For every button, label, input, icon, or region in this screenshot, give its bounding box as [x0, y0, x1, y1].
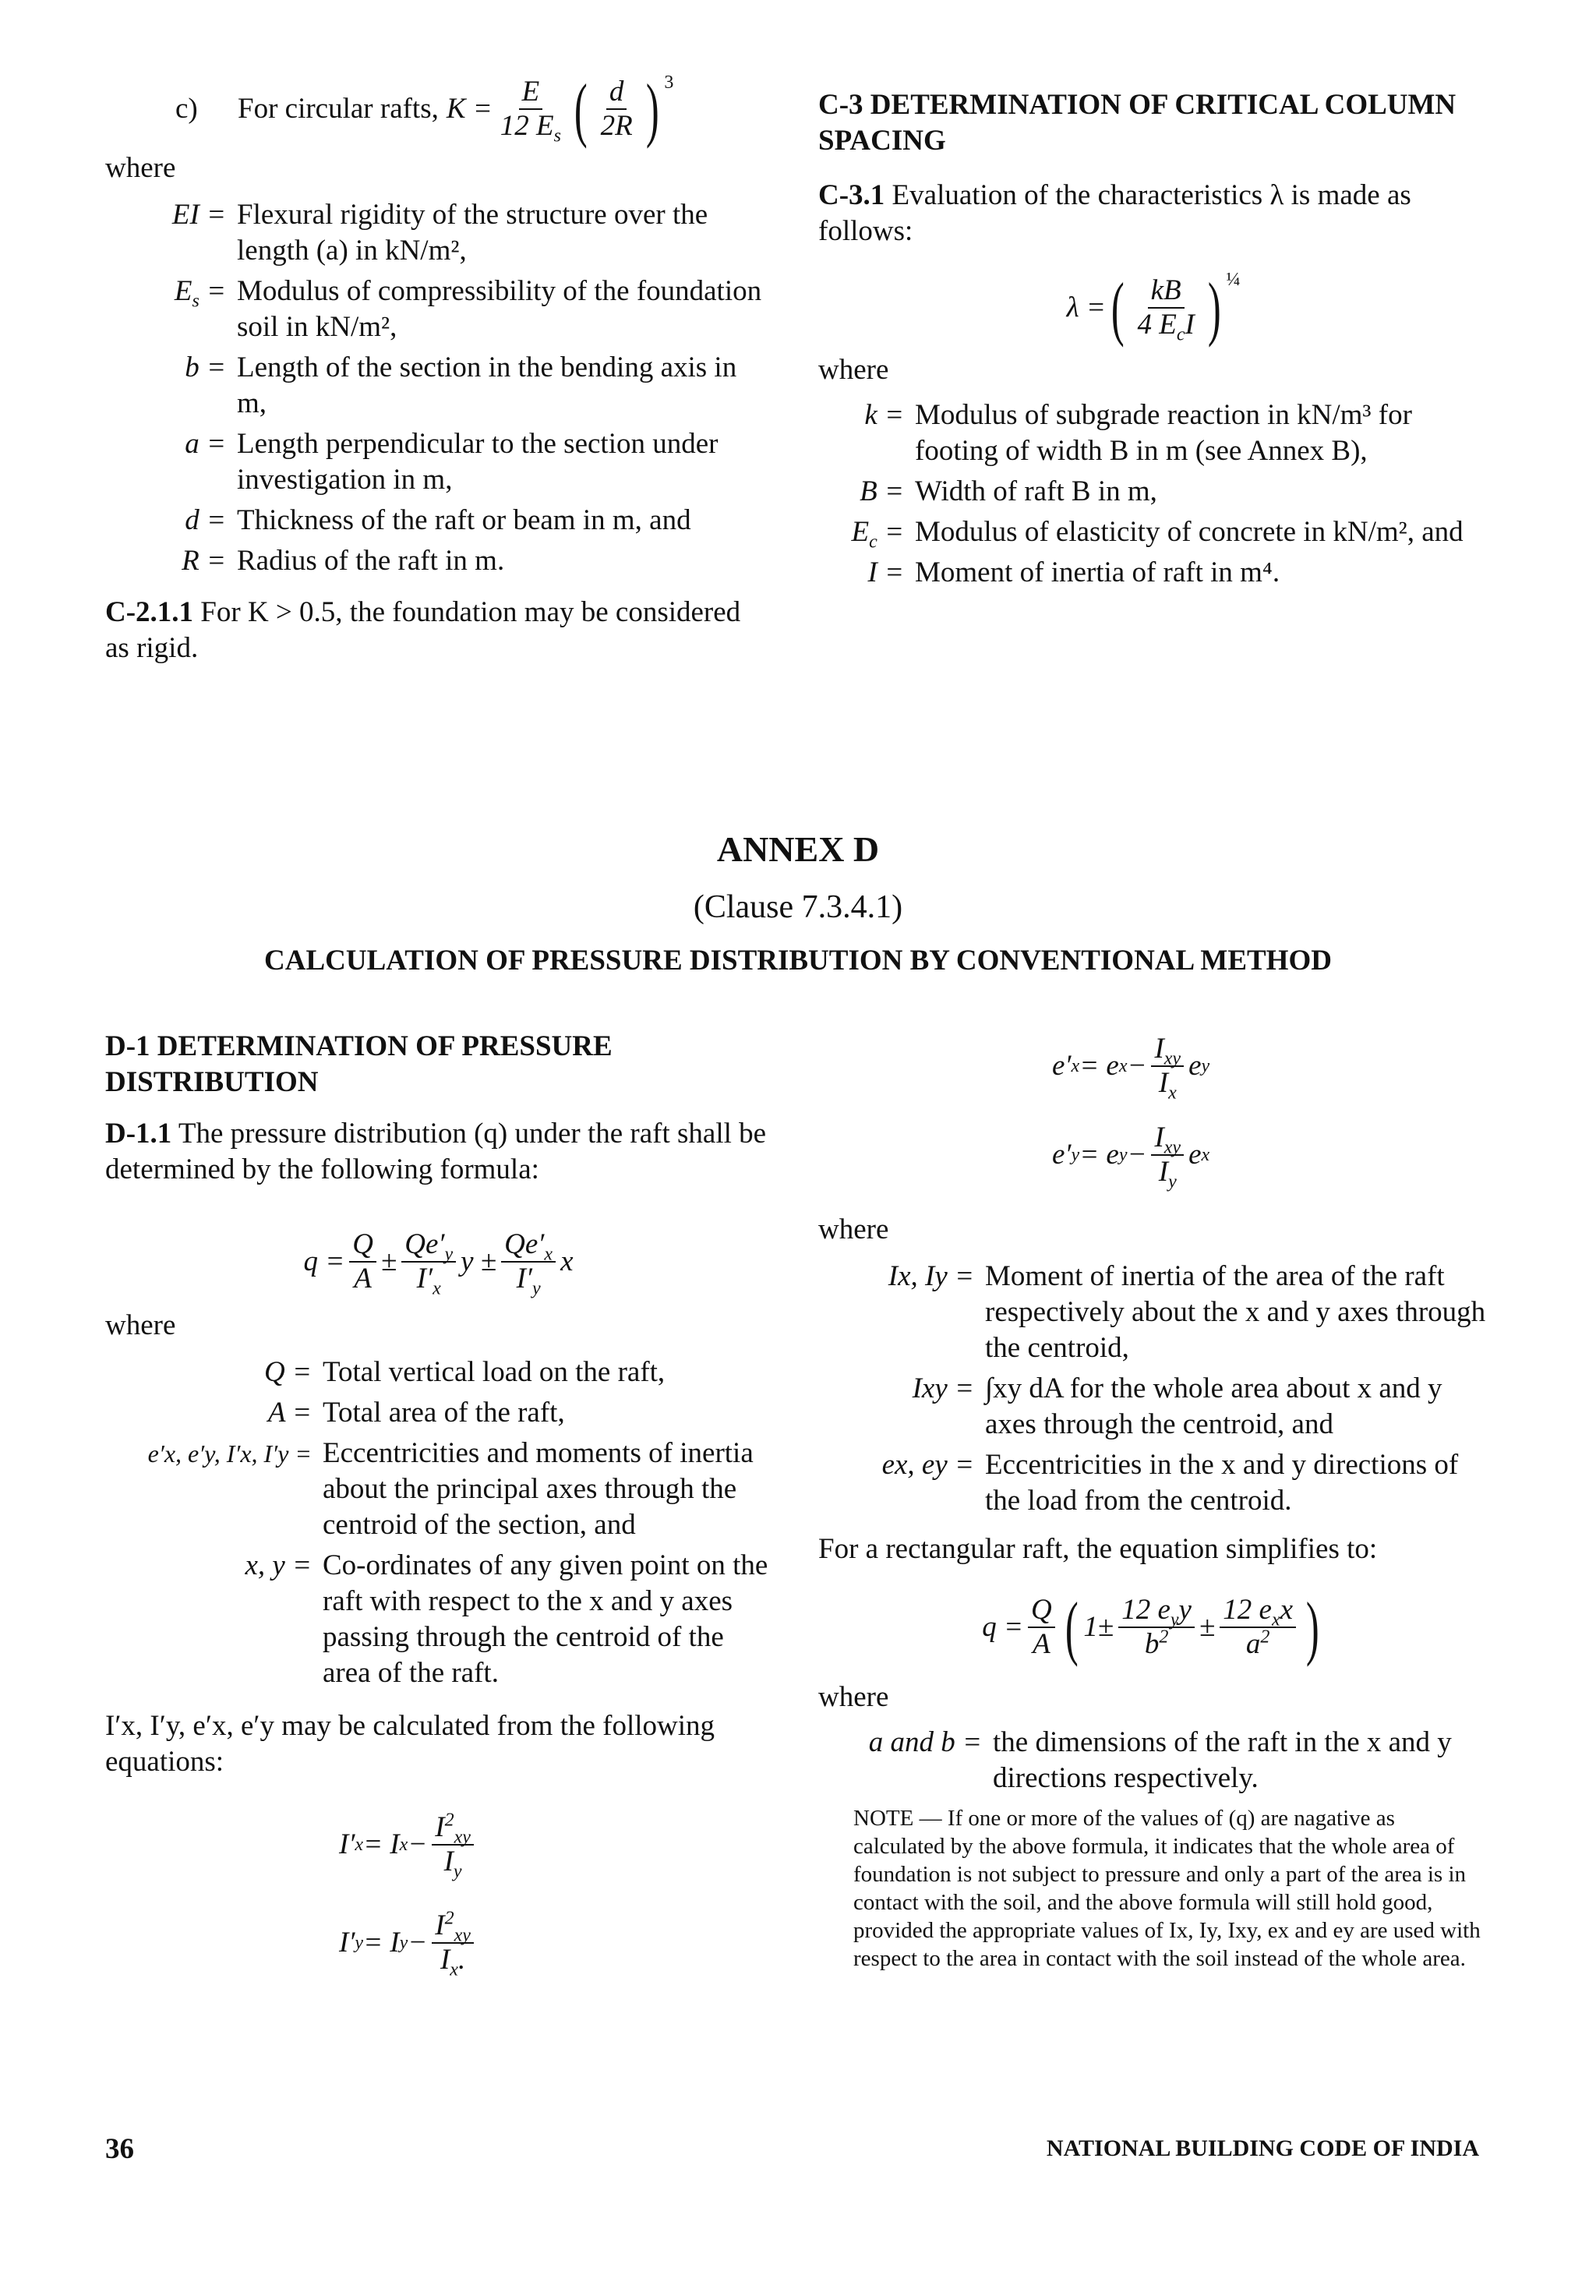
def-ecc-sym: e′x, e′y, I′x, I′y =: [147, 1439, 312, 1468]
ab-definition: [818, 1725, 1488, 1796]
def-Q: Total vertical load on the raft,: [323, 1356, 666, 1388]
def-xy-sym: x, y =: [245, 1549, 312, 1581]
c3-heading: C-3 DETERMINATION OF CRITICAL COLUMN SPACING: [818, 89, 1457, 157]
c211-number: C-2.1.1: [105, 596, 194, 628]
annex-header: [0, 825, 1596, 982]
c31-paragraph: [818, 178, 1488, 249]
d1-heading: D-1 DETERMINATION OF PRESSURE DISTRIBUTION: [105, 1030, 613, 1098]
c2-definitions: EI = Flexural rigidity of the structure over the length (a) in kN/m², $E_s$ = Modulus of compressibility of the foundation soil in kN/m², b = Length of the section in the bending axis in m, a = Length perpendicular to the section under investigation in m, d = Thickness of the raft or beam in m, and R = Radius of the raft in m.: [105, 197, 772, 579]
d1-definitions: [105, 1355, 772, 1691]
def-k: Modulus of subgrade reaction in kN/m³ for footing of width B in m (see Annex B),: [915, 399, 1412, 467]
rect-text: For a rectangular raft, the equation simplifies to:: [818, 1533, 1378, 1565]
c211-text: For K > 0.5, the foundation may be considered as rigid.: [105, 596, 741, 664]
def-I: Moment of inertia of raft in m⁴.: [915, 556, 1280, 588]
right-definitions: [818, 1259, 1488, 1519]
c3-definitions: k = Modulus of subgrade reaction in kN/m³ for footing of width B in m (see Annex B), B = Width of raft B in m, $E_c$ = Modulus of elasticity of concrete in kN/m², and I = Moment of inertia of raft in m⁴.: [818, 397, 1488, 591]
c31-text: Evaluation of the characteristics λ is made as follows:: [818, 179, 1411, 247]
right-where-label: where: [818, 1213, 889, 1245]
item-text: For circular rafts,: [238, 93, 439, 125]
d1-right-section: [818, 1033, 1488, 1973]
c3-where-label: where: [818, 354, 889, 386]
d11-number: D-1.1: [105, 1118, 172, 1150]
note: NOTE — If one or more of the values of (q) are nagative as calculated by the above formula, it indicates that the whole area of foundation is not subject to pressure and only a part of the area is in contact with the soil, and the above formula will still hold good, provided the appropriate values of Ix, Iy, Ixy, ex and ey are used with respect to the area in contact with the soil instead of the whole area.: [853, 1806, 1481, 1971]
iy-prime-formula: I′ y = I y − $\frac{I^2_{xy}}{I_x.}$: [339, 1909, 772, 1976]
def-Ec: Modulus of elasticity of concrete in kN/m², and: [915, 516, 1464, 548]
def-A-sym: A =: [267, 1397, 312, 1429]
def-exey-sym: ex, ey =: [881, 1449, 974, 1481]
def-ixy: ∫xy dA for the whole area about x and y axes through the centroid, and: [985, 1372, 1442, 1440]
def-ixiy: Moment of inertia of the area of the raft respectively about the x and y axes through the centroid,: [985, 1260, 1486, 1364]
def-a: Length perpendicular to the section under investigation in m,: [237, 428, 719, 496]
right-where2-label: where: [818, 1681, 889, 1713]
def-B: Width of raft B in m,: [915, 475, 1157, 507]
lambda-formula: λ = ( $\frac{kB}{4 E_cI}$ ) $^{\frac{1}{4}}$: [1066, 268, 1241, 348]
d1-section: [105, 1029, 772, 1980]
page-number: 36: [105, 2133, 134, 2165]
def-ecc: Eccentricities and moments of inertia about the principal axes through the centroid of the section, and: [323, 1437, 754, 1541]
formula-lhs: K =: [446, 93, 493, 125]
def-xy: Co-ordinates of any given point on the raft with respect to the x and y axes passing through the centroid of the area of the raft.: [323, 1549, 768, 1689]
def-b: Length of the section in the bending axis in m,: [237, 351, 737, 419]
d11-paragraph: [105, 1116, 772, 1188]
d11-text: The pressure distribution (q) under the raft shall be determined by the following formula:: [105, 1118, 767, 1185]
def-es: Modulus of compressibility of the foundation soil in kN/m²,: [237, 275, 762, 343]
circular-raft-formula-line: [105, 69, 772, 149]
c-section-left: [105, 69, 772, 666]
def-r: Radius of the raft in m.: [237, 545, 505, 577]
def-ei: Flexural rigidity of the structure over the length (a) in kN/m²,: [237, 199, 708, 267]
annex-subtitle: CALCULATION OF PRESSURE DISTRIBUTION BY CONVENTIONAL METHOD: [264, 945, 1332, 977]
ey-prime-formula: e′ y = e y − $\frac{I_{xy}}{I_y}$ e x: [1052, 1122, 1210, 1192]
def-exey: Eccentricities in the x and y directions of the load from the centroid.: [985, 1449, 1459, 1517]
def-ixiy-sym: Ix, Iy =: [888, 1260, 974, 1292]
def-d: Thickness of the raft or beam in m, and: [237, 504, 691, 536]
where-label: where: [105, 152, 176, 184]
annex-title: ANNEX D: [716, 829, 880, 869]
annex-clause: (Clause 7.3.4.1): [693, 889, 903, 925]
d1-where-label: where: [105, 1309, 176, 1341]
def-A: Total area of the raft,: [323, 1397, 565, 1429]
ex-prime-formula: e′ x = e x − $\frac{I_{xy}}{I_x}$ e y: [1052, 1033, 1210, 1104]
item-marker: c): [175, 93, 198, 125]
calc-text: I′x, I′y, e′x, e′y may be calculated from the following equations:: [105, 1710, 715, 1778]
pressure-formula: q = $\frac{Q}{A}$ ± $\frac{Qe'_y}{I'_x}$ y ± $\frac{Qe'_x}{I'_y}$ x: [303, 1228, 574, 1299]
def-Q-sym: Q =: [264, 1356, 312, 1388]
def-ab-sym: a and b =: [868, 1726, 982, 1758]
circular-raft-formula: $\frac{E}{12 E_s}$ ( $\frac{d}{2R}$ ) $^3$: [500, 69, 674, 149]
def-ab: the dimensions of the raft in the x and y directions respectively.: [993, 1726, 1452, 1794]
c31-number: C-3.1: [818, 179, 885, 211]
ix-prime-formula: I′ x = I x − $\frac{I^2_{xy}}{I_y}$: [339, 1811, 772, 1878]
c211-paragraph: [105, 595, 772, 666]
footer-code: NATIONAL BUILDING CODE OF INDIA: [1046, 2135, 1479, 2161]
c3-section: [818, 87, 1488, 591]
def-ixy-sym: Ixy =: [912, 1372, 974, 1404]
rect-formula: q = $\frac{Q}{A}$ ( 1± $\frac{12 e_yy}{b^2}$ ± $\frac{12 e_xx}{a^2}$ ): [982, 1588, 1319, 1667]
